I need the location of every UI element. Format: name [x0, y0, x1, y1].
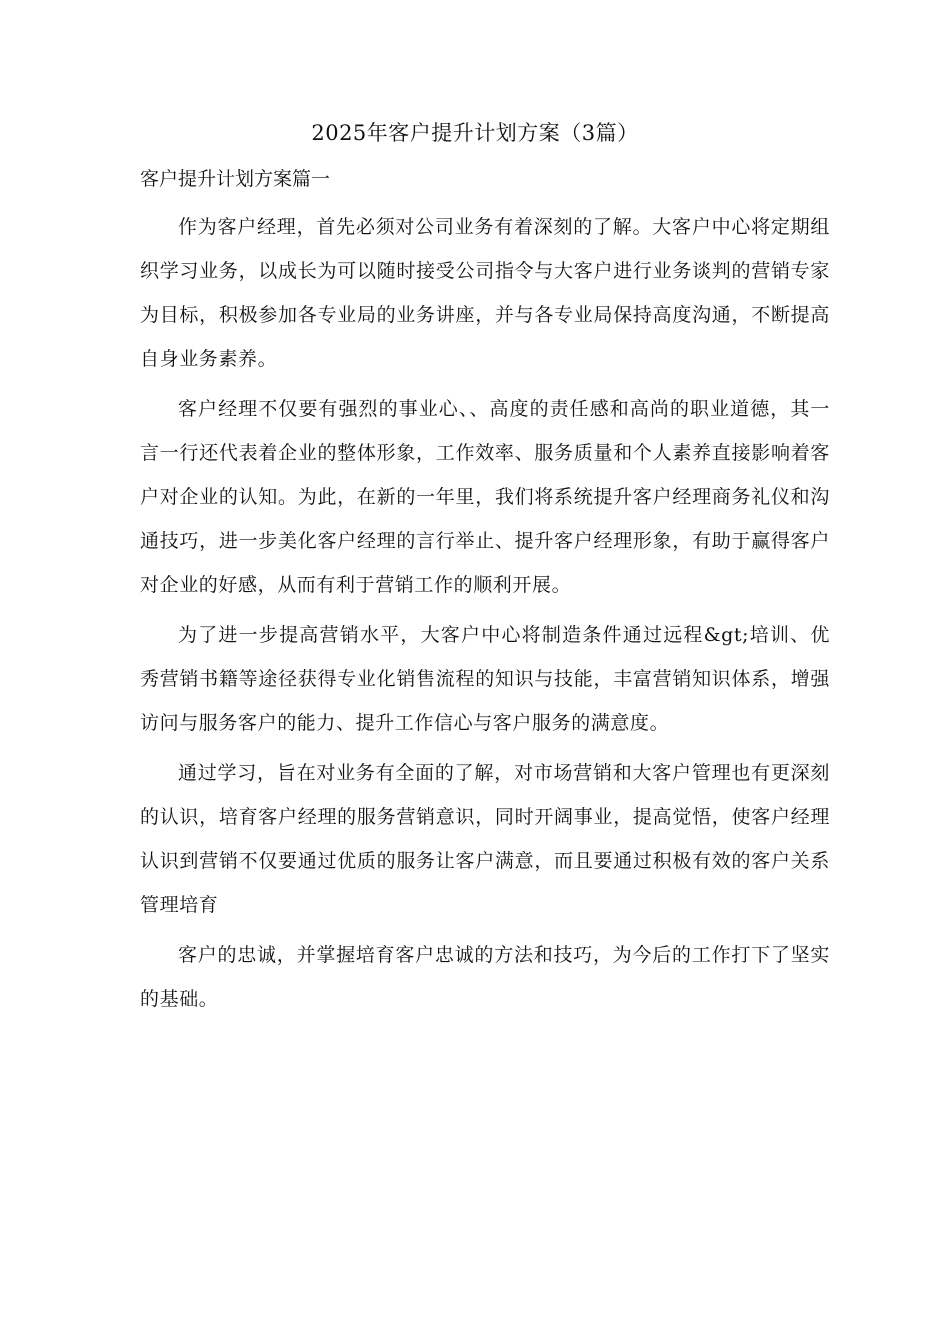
document-body	[140, 205, 830, 1027]
paragraph: 通过学习，旨在对业务有全面的了解，对市场营销和大客户管理也有更深刻的认识，培育客户经理的服务营销意识，同时开阔事业，提高觉悟，使客户经理认识到营销不仅要通过优质的服务让客户满意，而且要通过积极有效的客户关系管理培育	[140, 762, 830, 916]
paragraph: 作为客户经理，首先必须对公司业务有着深刻的了解。大客户中心将定期组织学习业务，以成长为可以随时接受公司指令与大客户进行业务谈判的营销专家为目标，积极参加各专业局的业务讲座，并与各专业局保持高度沟通，不断提高自身业务素养。	[140, 216, 830, 370]
paragraph: 客户的忠诚，并掌握培育客户忠诚的方法和技巧，为今后的工作打下了坚实的基础。	[140, 944, 830, 1010]
paragraph: 客户经理不仅要有强烈的事业心、、高度的责任感和高尚的职业道德，其一言一行还代表着企业的整体形象，工作效率、服务质量和个人素养直接影响着客户对企业的认知。为此，在新的一年里，我们将系统提升客户经理商务礼仪和沟通技巧，进一步美化客户经理的言行举止、提升客户经理形象，有助于赢得客户对企业的好感，从而有利于营销工作的顺利开展。	[140, 398, 830, 596]
paragraph: 为了进一步提高营销水平，大客户中心将制造条件通过远程&gt;培训、优秀营销书籍等途径获得专业化销售流程的知识与技能，丰富营销知识体系，增强访问与服务客户的能力、提升工作信心与客户服务的满意度。	[140, 624, 830, 734]
section-heading: 客户提升计划方案篇一	[140, 168, 331, 190]
document-title: 2025年客户提升计划方案（3篇）	[311, 121, 639, 145]
